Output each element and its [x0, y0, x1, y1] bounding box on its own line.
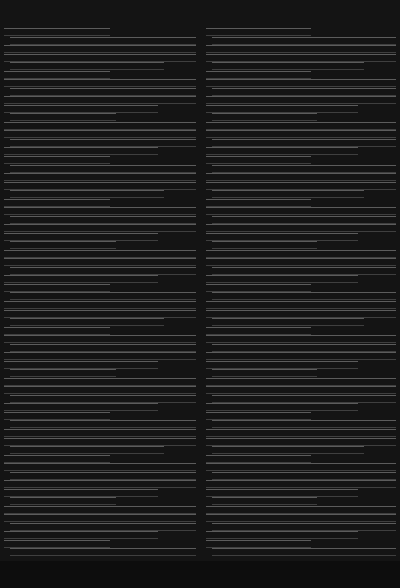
entry-line: [206, 207, 396, 215]
entry-line: [206, 412, 311, 420]
entry-line: [206, 335, 396, 343]
entry-line: [212, 62, 364, 70]
entry-line: [10, 548, 196, 556]
entry-line: [4, 71, 110, 79]
entry-line: [4, 480, 196, 488]
entry-line: [10, 62, 164, 70]
entry-line: [206, 71, 311, 79]
entry-line: [4, 156, 110, 164]
entry-line: [206, 105, 358, 113]
entry-line: [212, 139, 396, 147]
entry-line: [10, 344, 196, 352]
entry-line: [206, 540, 311, 548]
entry-line: [206, 455, 311, 463]
entry-line: [212, 472, 396, 480]
entry-line: [4, 438, 196, 446]
entry-line: [206, 28, 311, 36]
entry-line: [10, 139, 196, 147]
entry-line: [212, 548, 396, 556]
entry-line: [4, 335, 196, 343]
entry-line: [4, 79, 196, 87]
entry-line: [206, 489, 358, 497]
entry-line: [10, 523, 196, 531]
right-column: [206, 28, 396, 557]
entry-line: [206, 54, 396, 62]
entry-line: [4, 275, 158, 283]
entry-line: [10, 113, 116, 121]
entry-line: [10, 497, 116, 505]
entry-line: [4, 130, 196, 138]
entry-line: [10, 88, 196, 96]
entry-line: [4, 514, 196, 522]
entry-line: [212, 241, 317, 249]
entry-line: [206, 310, 396, 318]
entry-line: [4, 96, 196, 104]
entry-line: [212, 165, 396, 173]
entry-line: [206, 506, 396, 514]
entry-line: [206, 122, 396, 130]
entry-line: [10, 472, 196, 480]
entry-line: [206, 480, 396, 488]
entry-line: [4, 352, 196, 360]
entry-line: [212, 37, 396, 45]
entry-line: [206, 327, 311, 335]
entry-line: [4, 122, 196, 130]
entry-line: [212, 446, 364, 454]
entry-line: [206, 514, 396, 522]
entry-line: [10, 318, 164, 326]
entry-line: [206, 378, 396, 386]
entry-line: [212, 318, 364, 326]
entry-line: [4, 463, 196, 471]
entry-line: [4, 310, 196, 318]
entry-line: [4, 45, 196, 53]
footer-bar: [0, 561, 400, 588]
entry-line: [206, 130, 396, 138]
entry-line: [4, 105, 158, 113]
entry-line: [206, 284, 311, 292]
entry-line: [206, 301, 396, 309]
entry-line: [206, 438, 396, 446]
entry-line: [212, 523, 396, 531]
entry-line: [10, 216, 196, 224]
entry-line: [4, 28, 110, 36]
entry-line: [212, 369, 317, 377]
entry-line: [4, 540, 110, 548]
entry-line: [4, 506, 196, 514]
entry-line: [4, 147, 158, 155]
entry-line: [212, 497, 317, 505]
entry-line: [4, 378, 196, 386]
entry-line: [10, 446, 164, 454]
entry-line: [212, 113, 317, 121]
entry-line: [206, 147, 358, 155]
entry-line: [206, 79, 396, 87]
entry-line: [206, 156, 311, 164]
entry-line: [10, 292, 196, 300]
entry-line: [4, 489, 158, 497]
entry-line: [4, 455, 110, 463]
entry-line: [206, 361, 358, 369]
entry-line: [212, 190, 364, 198]
entry-line: [212, 420, 396, 428]
left-column: [4, 28, 196, 557]
entry-line: [10, 420, 196, 428]
entry-line: [212, 216, 396, 224]
entry-line: [206, 250, 396, 258]
entry-line: [4, 258, 196, 266]
entry-line: [4, 182, 196, 190]
entry-line: [10, 37, 196, 45]
entry-line: [206, 275, 358, 283]
entry-line: [10, 267, 196, 275]
entry-line: [4, 224, 196, 232]
entry-line: [206, 96, 396, 104]
entry-line: [206, 199, 311, 207]
entry-line: [10, 241, 116, 249]
entry-line: [4, 301, 196, 309]
entry-line: [4, 412, 110, 420]
entry-line: [212, 395, 396, 403]
entry-line: [206, 429, 396, 437]
entry-line: [206, 352, 396, 360]
entry-line: [206, 258, 396, 266]
entry-line: [4, 361, 158, 369]
entry-line: [212, 344, 396, 352]
entry-line: [206, 182, 396, 190]
entry-line: [4, 327, 110, 335]
entry-line: [206, 45, 396, 53]
entry-line: [212, 292, 396, 300]
entry-line: [4, 429, 196, 437]
entry-line: [206, 386, 396, 394]
entry-line: [4, 199, 110, 207]
entry-line: [10, 395, 196, 403]
entry-line: [206, 531, 358, 539]
entry-line: [10, 190, 164, 198]
entry-line: [4, 284, 110, 292]
entry-line: [4, 403, 158, 411]
entry-line: [206, 173, 396, 181]
entry-line: [4, 173, 196, 181]
entry-line: [4, 531, 158, 539]
entry-line: [206, 463, 396, 471]
entry-line: [4, 233, 158, 241]
entry-line: [212, 88, 396, 96]
entry-line: [206, 403, 358, 411]
entry-line: [206, 233, 358, 241]
entry-line: [4, 386, 196, 394]
entry-line: [212, 267, 396, 275]
entry-line: [206, 224, 396, 232]
entry-line: [4, 54, 196, 62]
entry-line: [4, 250, 196, 258]
entry-line: [10, 369, 116, 377]
entry-line: [10, 165, 196, 173]
entry-line: [4, 207, 196, 215]
